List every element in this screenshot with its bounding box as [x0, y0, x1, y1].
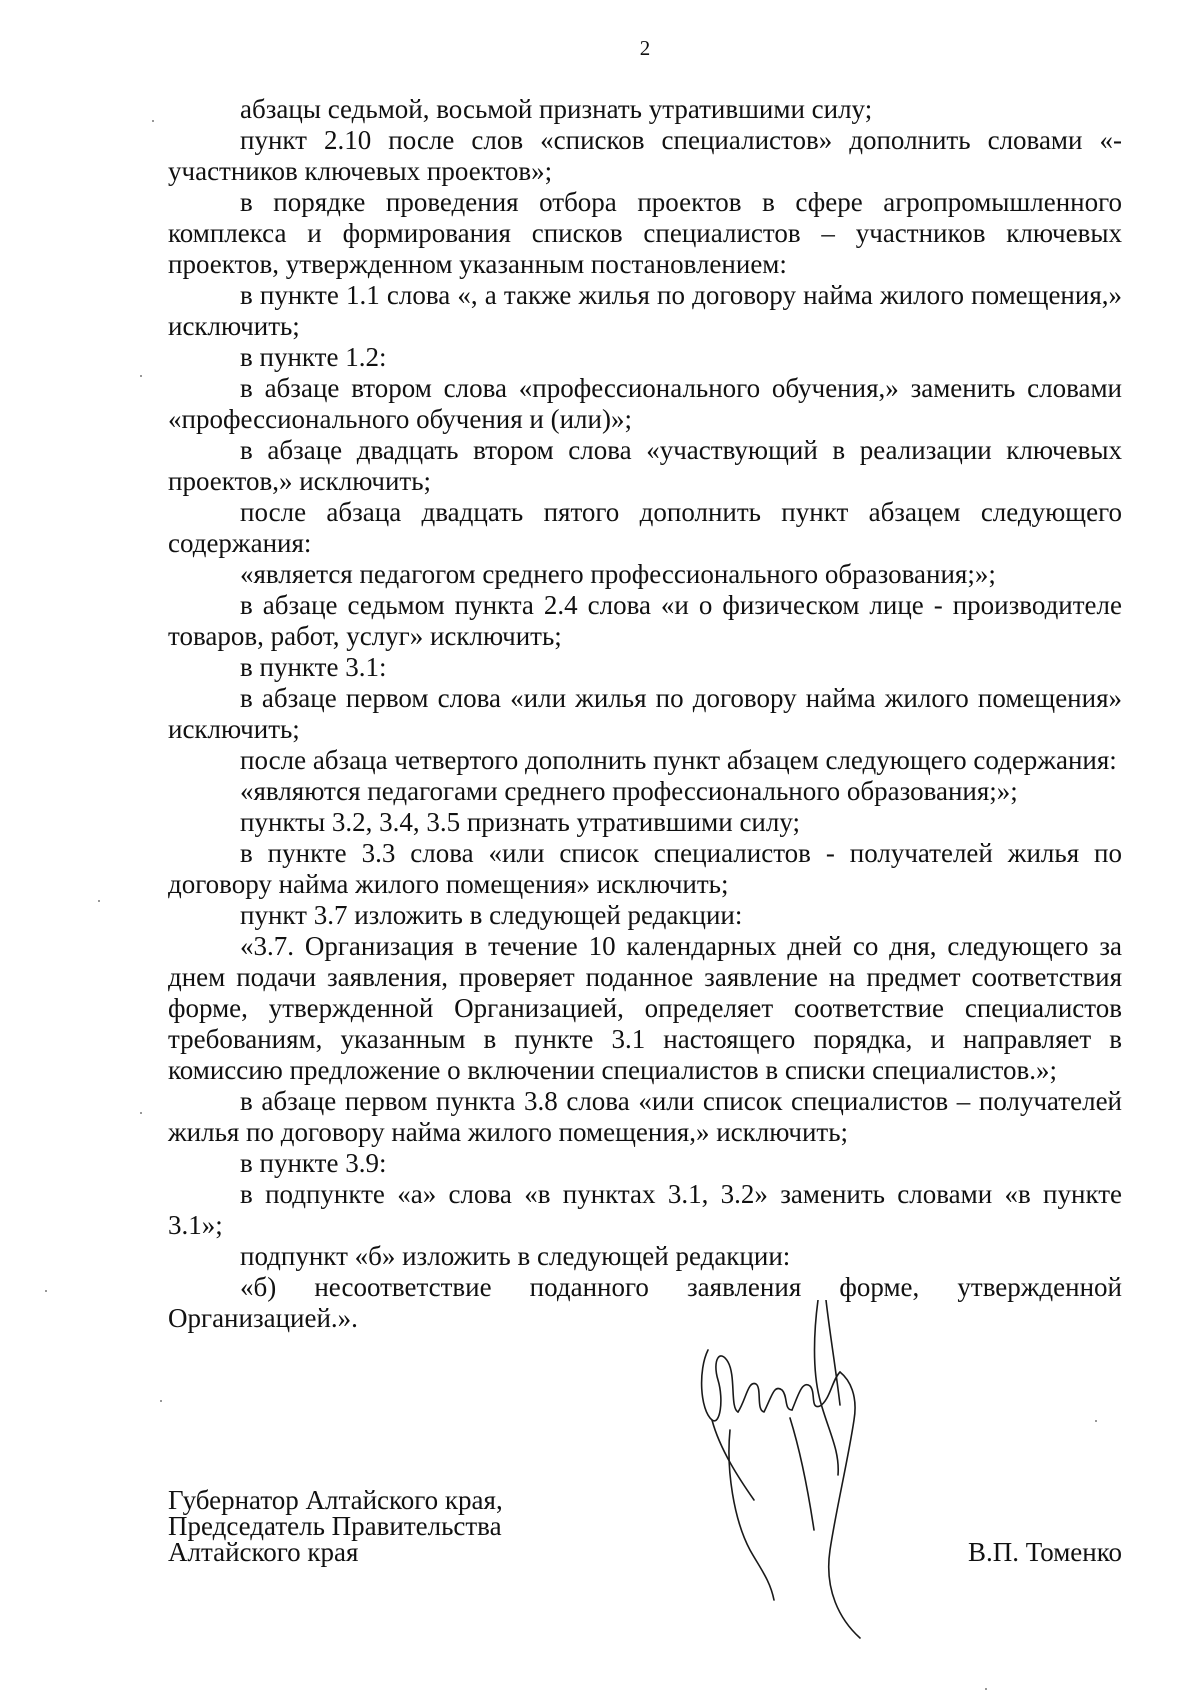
scan-speck	[985, 1688, 987, 1690]
signatory-name: В.П. Томенко	[968, 1537, 1122, 1567]
signatory-position-line: Губернатор Алтайского края,	[168, 1485, 503, 1515]
paragraph: в абзаце двадцать втором слова «участвующий в реализации ключевых проектов,» исключить;	[168, 435, 1122, 496]
scan-speck	[140, 375, 142, 377]
signatory-position-line: Алтайского края	[168, 1537, 359, 1567]
paragraph: в пункте 3.9:	[240, 1148, 387, 1178]
paragraph: в порядке проведения отбора проектов в сфере агропромышленного комплекса и формирования списков специалистов – участников ключевых проектов, утвержденном указанным постановлением:	[168, 187, 1122, 279]
paragraph: в пункте 3.3 слова «или список специалистов - получателей жилья по договору найма жилого помещения» исключить;	[168, 838, 1122, 899]
page-number: 2	[639, 36, 651, 60]
paragraph: пункт 3.7 изложить в следующей редакции:	[240, 900, 743, 930]
signatory-position-line: Председатель Правительства	[168, 1511, 502, 1541]
paragraph: пункты 3.2, 3.4, 3.5 признать утратившими силу;	[240, 807, 800, 837]
paragraph: в пункте 1.2:	[240, 342, 387, 372]
paragraph: в абзаце втором слова «профессионального обучения,» заменить словами «профессионального обучения и (или)»;	[168, 373, 1122, 434]
scan-speck	[45, 1290, 47, 1292]
scan-speck	[140, 1112, 142, 1114]
signature-block	[168, 1487, 1122, 1587]
paragraph: «б) несоответствие поданного заявления форме, утвержденной Организацией.».	[168, 1272, 1122, 1333]
paragraph: после абзаца четвертого дополнить пункт абзацем следующего содержания:	[240, 745, 1117, 775]
paragraph: абзацы седьмой, восьмой признать утратившими силу;	[240, 94, 873, 124]
paragraph: в абзаце седьмом пункта 2.4 слова «и о физическом лице - производителе товаров, работ, услуг» исключить;	[168, 590, 1122, 651]
paragraph: «является педагогом среднего профессионального образования;»;	[240, 559, 996, 589]
document-body	[168, 94, 1122, 1334]
handwritten-signature	[690, 1300, 920, 1640]
paragraph: в абзаце первом слова «или жилья по договору найма жилого помещения» исключить;	[168, 683, 1122, 744]
paragraph: подпункт «б» изложить в следующей редакции:	[240, 1241, 791, 1271]
signatory-position	[168, 1487, 503, 1565]
scan-speck	[98, 900, 100, 902]
scan-speck	[160, 1400, 162, 1402]
paragraph: «являются педагогами среднего профессионального образования;»;	[240, 776, 1018, 806]
paragraph: после абзаца двадцать пятого дополнить пункт абзацем следующего содержания:	[168, 497, 1122, 558]
paragraph: в абзаце первом пункта 3.8 слова «или список специалистов – получателей жилья по договору найма жилого помещения,» исключить;	[168, 1086, 1122, 1147]
paragraph: пункт 2.10 после слов «списков специалистов» дополнить словами «- участников ключевых проектов»;	[168, 125, 1122, 186]
scan-speck	[152, 120, 154, 122]
paragraph: в пункте 1.1 слова «, а также жилья по договору найма жилого помещения,» исключить;	[168, 280, 1122, 341]
scan-speck	[1095, 1420, 1097, 1422]
paragraph: «3.7. Организация в течение 10 календарных дней со дня, следующего за днем подачи заявления, проверяет поданное заявление на предмет соответствия форме, утвержденной Организацией, определяет соответствие специалистов требованиям, указанным в пункте 3.1 настоящего порядка, и направляет в комиссию предложение о включении специалистов в списки специалистов.»;	[168, 931, 1122, 1085]
paragraph: в подпункте «а» слова «в пунктах 3.1, 3.2» заменить словами «в пункте 3.1»;	[168, 1179, 1122, 1240]
paragraph: в пункте 3.1:	[240, 652, 387, 682]
